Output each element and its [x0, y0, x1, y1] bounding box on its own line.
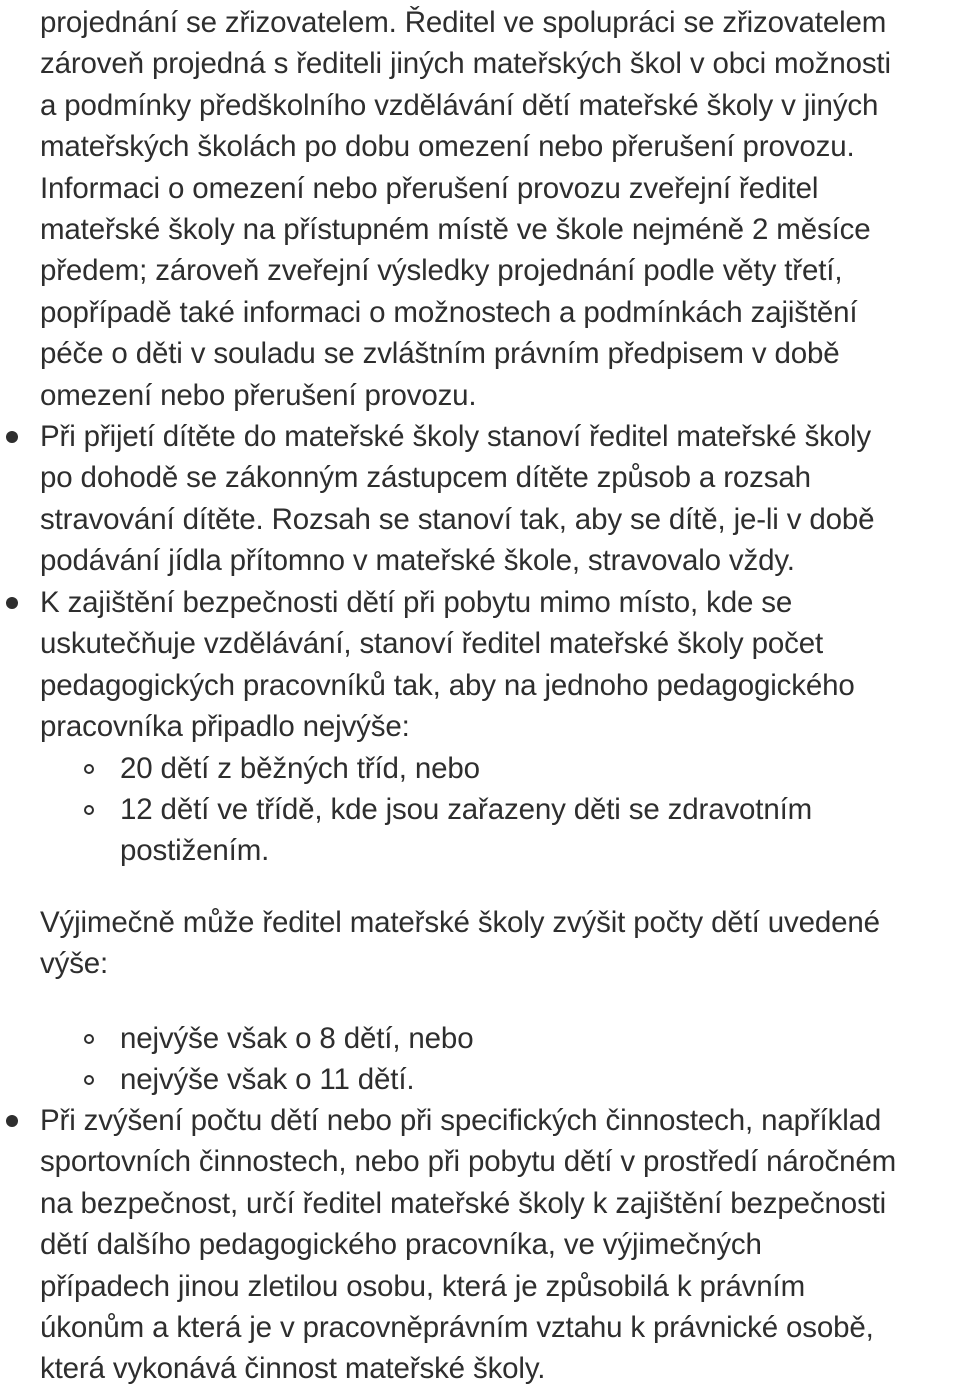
bullet-marker — [6, 597, 18, 609]
bullet-marker — [6, 431, 18, 443]
sub-bullet-marker — [84, 764, 94, 774]
sub-list-item: 12 dětí ve třídě, kde jsou zařazeny děti se zdravotním postižením. — [120, 793, 813, 868]
exception-paragraph: Výjimečně může ředitel mateřské školy zvýšit počty dětí uvedené výše: — [40, 906, 880, 981]
sub-bullet-marker — [84, 805, 94, 815]
bullet-marker — [6, 1115, 18, 1127]
sub-bullet-marker — [84, 1034, 94, 1044]
sub-list-item: 20 dětí z běžných tříd, nebo — [120, 752, 480, 785]
sub-list-item: nejvýše však o 11 dětí. — [120, 1063, 415, 1096]
sub-bullet-marker — [84, 1075, 94, 1085]
sub-list-item: nejvýše však o 8 dětí, nebo — [120, 1022, 474, 1055]
bullet-item-additional-staff: Při zvýšení počtu dětí nebo při specifických činnostech, například sportovních činnostech, nebo při pobytu dětí v prostředí náročném na bezpečnost, určí ředitel mateřské školy k zajištění bezpečnosti dětí dalšího pedagogického pracovníka, ve výjimečných případech jinou zletilou osobu, která je způsobilá k právním úkonům a která je v pracovněprávním vztahu k právnické osobě, která vykonává činnost mateřské školy. — [40, 1104, 897, 1386]
intro-paragraph: projednání se zřizovatelem. Ředitel ve spolupráci se zřizovatelem zároveň projedná s řediteli jiných mateřských škol v obci možnosti a podmínky předškolního vzdělávání dětí mateřské školy v jiných mateřských školách po dobu omezení nebo přerušení provozu. Informaci o omezení nebo přerušení provozu zveřejní ředitel mateřské školy na přístupném místě ve škole nejméně 2 měsíce předem; zároveň zveřejní výsledky projednání podle věty třetí, popřípadě také informaci o možnostech a podmínkách zajištění péče o děti v souladu se zvláštním právním předpisem v době omezení nebo přerušení provozu. — [40, 6, 891, 412]
bullet-item-school-meals: Při přijetí dítěte do mateřské školy stanoví ředitel mateřské školy po dohodě se zákonným zástupcem dítěte způsob a rozsah stravování dítěte. Rozsah se stanoví tak, aby se dítě, je-li v době podávání jídla přítomno v mateřské škole, stravovalo vždy. — [40, 420, 875, 578]
bullet-item-safety-ratio: K zajištění bezpečnosti dětí při pobytu mimo místo, kde se uskutečňuje vzdělávání, stanoví ředitel mateřské školy počet pedagogických pracovníků tak, aby na jednoho pedagogického pracovníka připadlo nejvýše: — [40, 586, 855, 744]
